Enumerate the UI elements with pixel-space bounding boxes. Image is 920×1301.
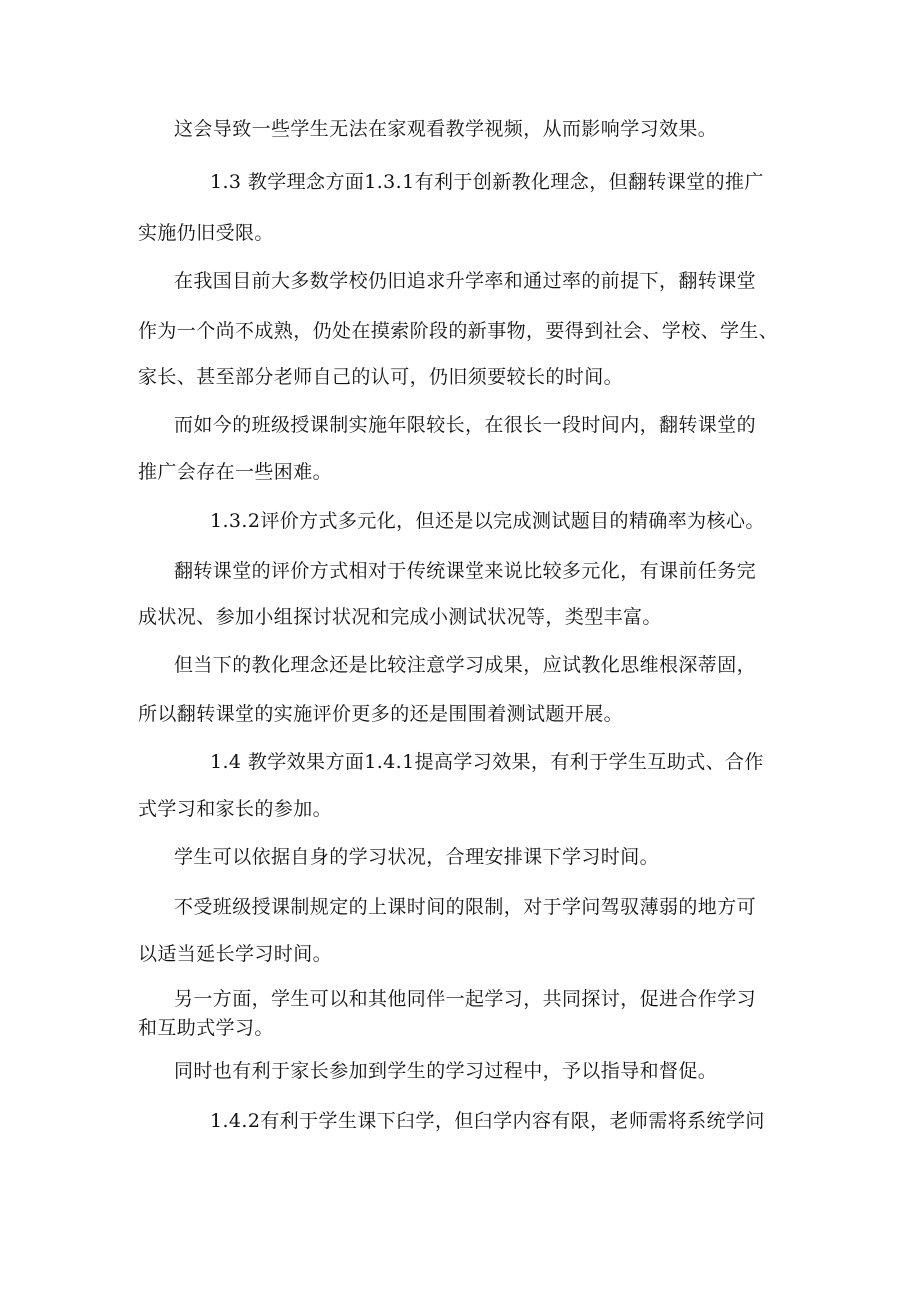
section-heading: 1.3 教学理念方面1.3.1有利于创新教化理念，但翻转课堂的推广 xyxy=(210,171,764,193)
text-line: 所以翻转课堂的实施评价更多的还是围围着测试题开展。 xyxy=(138,703,624,725)
text-line: 在我国目前大多数学校仍旧追求升学率和通过率的前提下，翻转课堂 xyxy=(174,270,757,292)
text-line: 推广会存在一些困难。 xyxy=(138,461,333,483)
text-line: 成状况、参加小组探讨状况和完成小测试状况等，类型丰富。 xyxy=(138,606,662,628)
text-line: 实施仍旧受限。 xyxy=(138,222,274,244)
text-line: 另一方面，学生可以和其他同伴一起学习，共同探讨，促进合作学习 xyxy=(174,988,757,1010)
section-heading: 1.4 教学效果方面1.4.1提高学习效果，有利于学生互助式、合作 xyxy=(210,751,764,773)
section-heading: 1.3.2评价方式多元化，但还是以完成测试题目的精确率为核心。 xyxy=(210,510,765,532)
text-line: 作为一个尚不成熟，仍处在摸索阶段的新事物，要得到社会、学校、学生、 xyxy=(138,320,779,342)
text-line: 同时也有利于家长参加到学生的学习过程中，予以指导和督促。 xyxy=(174,1060,718,1082)
text-line: 家长、甚至部分老师自己的认可，仍旧须要较长的时间。 xyxy=(138,366,624,388)
section-heading: 1.4.2有利于学生课下臼学，但臼学内容有限，老师需将系统学问 xyxy=(210,1110,765,1132)
text-line: 不受班级授课制规定的上课时间的限制，对于学问驾驭薄弱的地方可 xyxy=(174,896,757,918)
text-line: 这会导致一些学生无法在家观看教学视频，从而影响学习效果。 xyxy=(174,118,718,140)
text-line: 式学习和家长的参加。 xyxy=(138,798,333,820)
text-line: 以适当延长学习时间。 xyxy=(138,943,333,965)
text-line: 而如今的班级授课制实施年限较长，在很长一段时间内，翻转课堂的 xyxy=(174,414,757,436)
text-line: 和互助式学习。 xyxy=(138,1017,274,1039)
text-line: 学生可以依据自身的学习状况，合理安排课下学习时间。 xyxy=(174,846,660,868)
text-line: 翻转课堂的评价方式相对于传统课堂来说比较多元化，有课前任务完 xyxy=(174,560,757,582)
text-line: 但当下的教化理念还是比较注意学习成果，应试教化思维根深蒂固， xyxy=(174,654,757,676)
